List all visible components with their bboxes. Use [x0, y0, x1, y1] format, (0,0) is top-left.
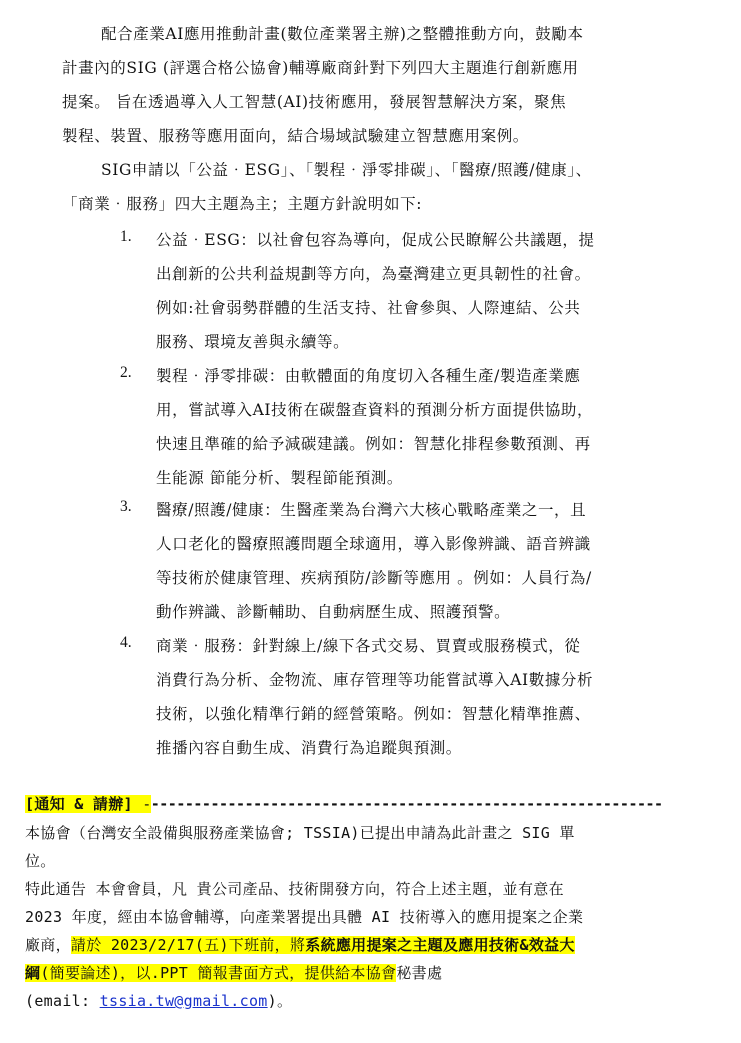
list-item-line: 製程‧淨零排碳：由軟體面的角度切入各種生產/製造產業應	[156, 367, 581, 385]
notice-line-2: 位。	[25, 852, 56, 870]
list-item-line: 動作辨識、診斷輔助、自動病歷生成、照護預警。	[156, 603, 511, 621]
list-item-line: 商業‧服務：針對線上/線下各式交易、買賣或服務模式，從	[156, 637, 581, 655]
list-item-line: 快速且準確的給予減碳建議。例如：智慧化排程參數預測、再	[156, 435, 591, 453]
notice-line-4: 2023 年度，經由本協會輔導，向產業署提出具體 AI 技術導入的應用提案之企業	[25, 908, 584, 926]
notice-divider: -	[142, 795, 151, 813]
notice-text: 廠商，	[25, 936, 71, 954]
intro-line-2: 計畫內的SIG (評選合格公協會)輔導廠商針對下列四大主題進行創新應用	[62, 59, 579, 77]
list-item-number: 2.	[120, 364, 132, 381]
notice-heading-line	[25, 793, 663, 814]
email-suffix: )。	[267, 992, 293, 1010]
list-item-line: 技術，以強化精準行銷的經營策略。例如：智慧化精準推薦、	[156, 705, 591, 723]
list-item-line: 醫療/照護/健康：生醫產業為台灣六大核心戰略產業之一，且	[156, 501, 587, 519]
list-item-number: 4.	[120, 634, 132, 651]
list-item-line: 消費行為分析、金物流、庫存管理等功能嘗試導入AI數據分析	[156, 671, 594, 689]
deadline-highlight: 請於 2023/2/17(五)下班前，將	[70, 936, 306, 954]
notice-heading: [通知 & 請辦]	[25, 795, 133, 813]
sig-line-1: SIG申請以「公益‧ESG」、「製程‧淨零排碳」、「醫療/照護/健康」、	[101, 161, 592, 179]
intro-line-4: 製程、裝置、服務等應用面向，結合場域試驗建立智慧應用案例。	[62, 127, 529, 145]
proposal-requirement-highlight: 系統應用提案之主題及應用技術&效益大	[305, 936, 575, 954]
intro-line-3: 提案。 旨在透過導入人工智慧(AI)技術應用，發展智慧解決方案，聚焦	[62, 93, 567, 111]
notice-line-6	[25, 962, 442, 983]
notice-line-7	[25, 990, 292, 1011]
sig-line-2: 「商業‧服務」四大主題為主；主題方針說明如下:	[62, 195, 423, 213]
list-item-line: 推播內容自動生成、消費行為追蹤與預測。	[156, 739, 462, 757]
list-item-line: 例如:社會弱勢群體的生活支持、社會參與、人際連結、公共	[156, 299, 581, 317]
list-item-line: 等技術於健康管理、疾病預防/診斷等應用 。例如：人員行為/	[156, 569, 592, 587]
notice-text: 秘書處	[396, 964, 443, 982]
format-highlight: (簡要論述)，以.PPT 簡報書面方式，提供給本協會	[40, 964, 397, 982]
list-item-number: 1.	[120, 228, 132, 245]
list-item-line: 公益‧ESG：以社會包容為導向，促成公民瞭解公共議題，提	[156, 231, 595, 249]
notice-divider-dashes: ------------------------------------------------------------	[150, 795, 663, 813]
list-item-line: 用，嘗試導入AI技術在碳盤查資料的預測分析方面提供協助，	[156, 401, 594, 419]
notice-line-5	[25, 934, 575, 955]
list-item-line: 服務、環境友善與永續等。	[156, 333, 350, 351]
notice-line-1: 本協會（台灣安全設備與服務產業協會; TSSIA)已提出申請為此計畫之 SIG 單	[25, 824, 575, 842]
list-item-number: 3.	[120, 498, 132, 515]
intro-line-1: 配合產業AI應用推動計畫(數位產業署主辦)之整體推動方向，鼓勵本	[101, 25, 584, 43]
list-item-line: 出創新的公共利益規劃等方向，為臺灣建立更具韌性的社會。	[156, 265, 591, 283]
list-item-line: 生能源 節能分析、製程節能預測。	[156, 469, 404, 487]
email-link[interactable]: tssia.tw@gmail.com	[99, 992, 268, 1010]
outline-highlight: 綱	[25, 964, 41, 982]
email-prefix: (email:	[25, 992, 100, 1010]
notice-line-3: 特此通告 本會會員，凡 貴公司產品、技術開發方向，符合上述主題，並有意在	[25, 880, 564, 898]
list-item-line: 人口老化的醫療照護問題全球適用，導入影像辨識、語音辨識	[156, 535, 591, 553]
